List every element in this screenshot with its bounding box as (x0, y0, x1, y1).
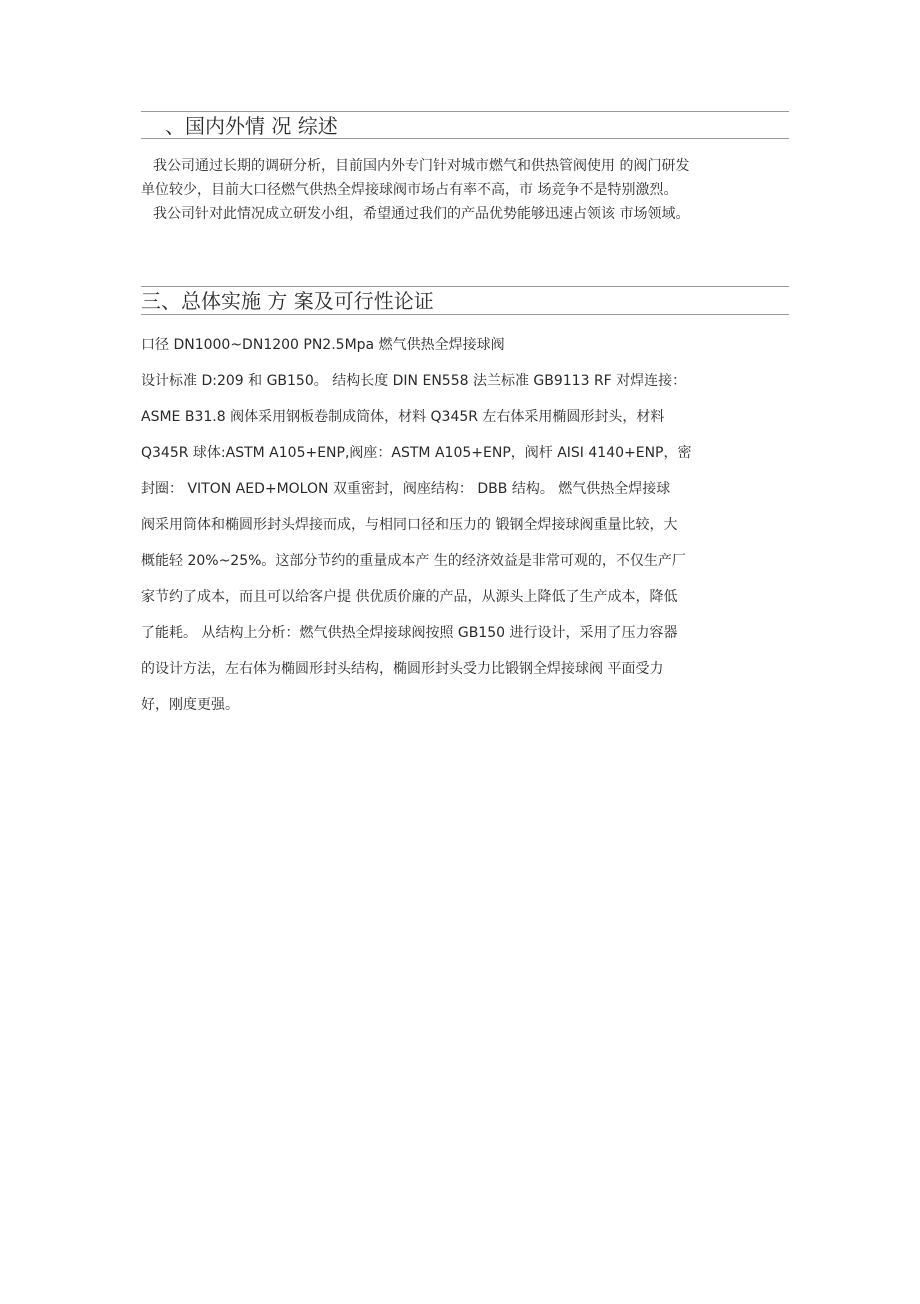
paragraph-line: 的设计方法，左右体为椭圆形封头结构，椭圆形封头受力比锻钢全焊接球阀 平面受力 (141, 661, 664, 677)
paragraph-line: 口径 DN1000~DN1200 PN2.5Mpa 燃气供热全焊接球阀 (141, 337, 505, 353)
section-rule-top (141, 286, 789, 287)
paragraph-line: 单位较少，目前大口径燃气供热全焊接球阀市场占有率不高，市 场竞争不是特别激烈。 (141, 182, 678, 198)
paragraph-line: 封圈： VITON AED+MOLON 双重密封，阀座结构： DBB 结构。 燃气供热全焊接球 (141, 481, 671, 497)
paragraph-line: 我公司通过长期的调研分析，目前国内外专门针对城市燃气和供热管阀使用 的阀门研发 (153, 158, 690, 174)
paragraph-line: 了能耗。 从结构上分析：燃气供热全焊接球阀按照 GB150 进行设计，采用了压力容器 (141, 625, 678, 641)
section-rule-bottom (141, 314, 789, 315)
paragraph-line: 家节约了成本，而且可以给客户提 供优质价廉的产品，从源头上降低了生产成本，降低 (141, 589, 678, 605)
paragraph-line: Q345R 球体:ASTM A105+ENP,阀座：ASTM A105+ENP，阀杆 AISI 4140+ENP，密 (141, 445, 692, 461)
section-rule-top (141, 111, 789, 112)
section-rule-bottom (141, 138, 789, 139)
section-heading-implementation: 三、总体实施 方 案及可行性论证 (141, 289, 434, 313)
paragraph-line: 阀采用筒体和椭圆形封头焊接而成，与相同口径和压力的 锻钢全焊接球阀重量比较，大 (141, 517, 678, 533)
paragraph-line: 设计标准 D:209 和 GB150。 结构长度 DIN EN558 法兰标准 GB9113 RF 对焊连接： (141, 373, 687, 389)
overview-paragraph (141, 154, 789, 226)
paragraph-line: 我公司针对此情况成立研发小组，希望通过我们的产品优势能够迅速占领该 市场领域。 (153, 206, 690, 222)
paragraph-line: 好，刚度更强。 (141, 697, 239, 713)
paragraph-line: 概能轻 20%~25%。这部分节约的重量成本产 生的经济效益是非常可观的，不仅生产厂 (141, 553, 686, 569)
implementation-paragraph (141, 334, 789, 730)
paragraph-line: ASME B31.8 阀体采用钢板卷制成筒体，材料 Q345R 左右体采用椭圆形封头，材料 (141, 409, 665, 425)
section-heading-overview: 、国内外情 况 综述 (165, 114, 338, 138)
